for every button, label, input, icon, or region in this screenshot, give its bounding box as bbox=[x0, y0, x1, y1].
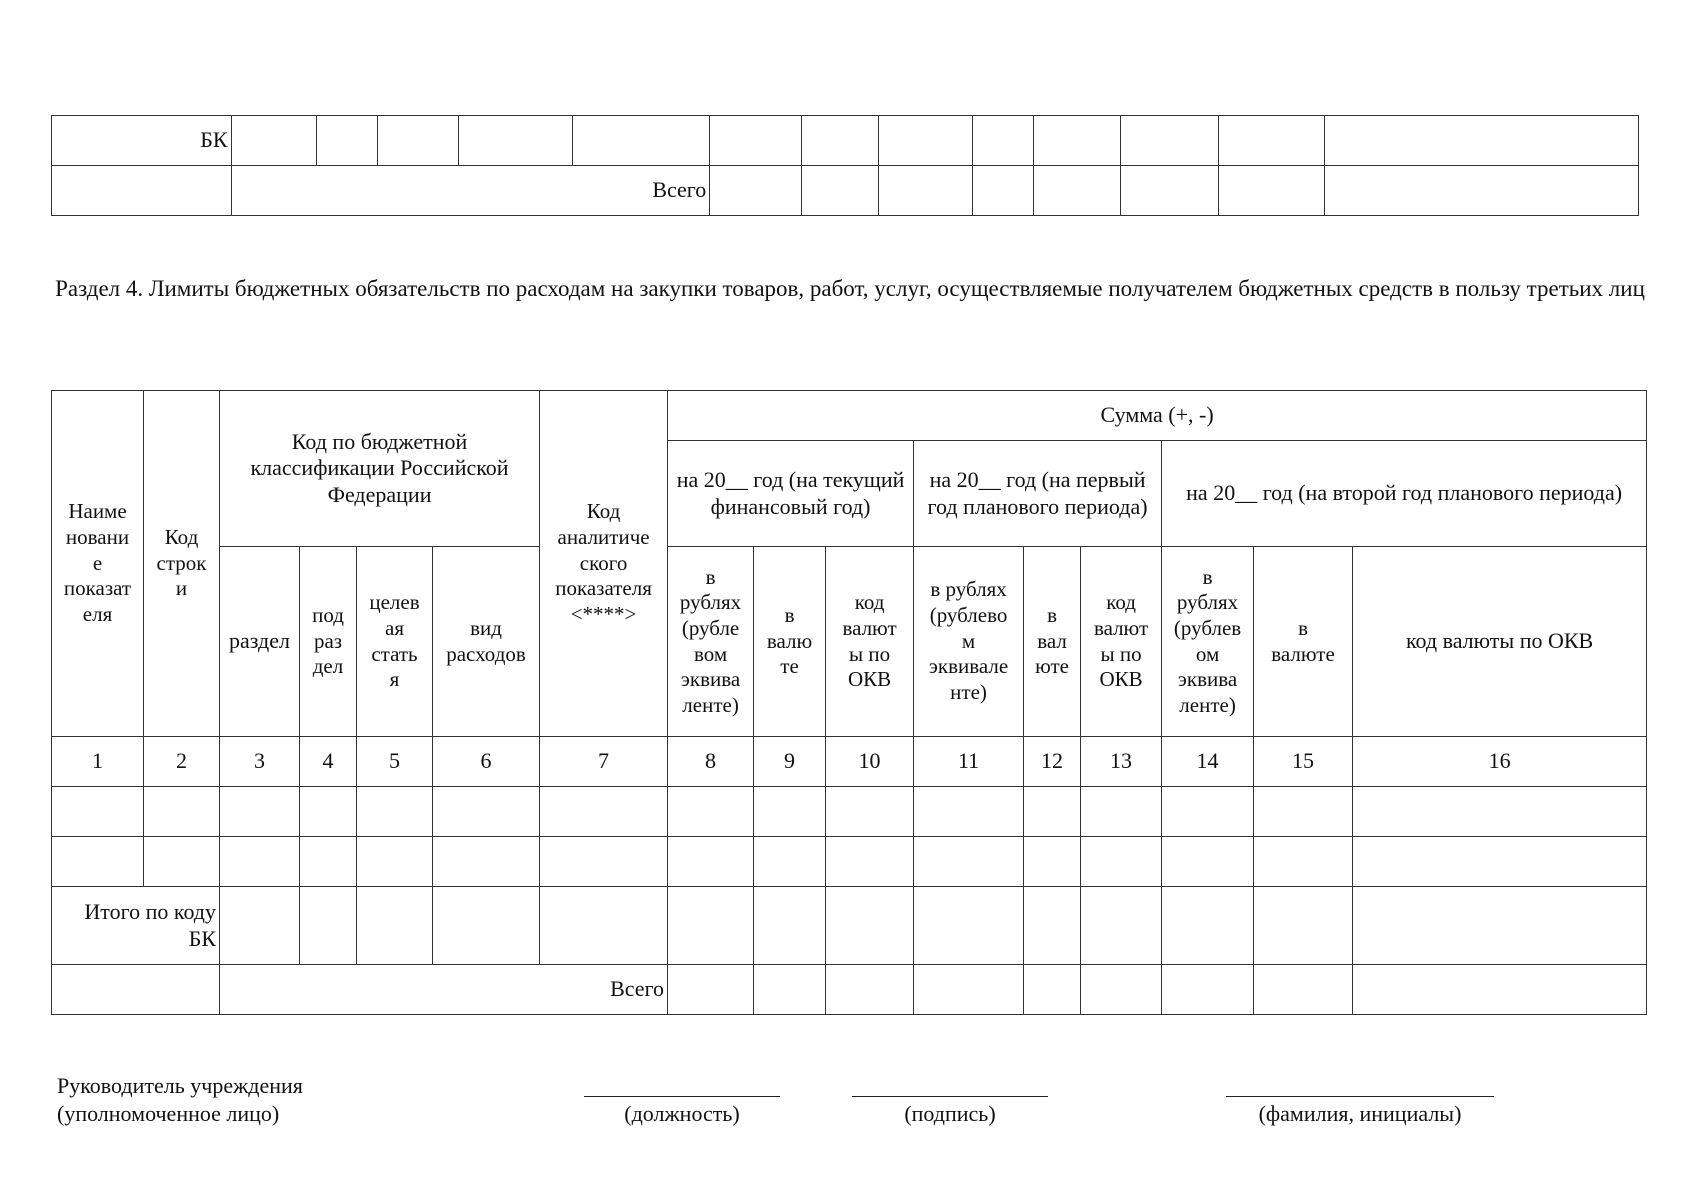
total-label: Всего bbox=[231, 166, 710, 216]
limits-table bbox=[51, 390, 1647, 1015]
table-cell[interactable] bbox=[1324, 116, 1638, 166]
column-number: 5 bbox=[357, 737, 433, 787]
table-cell[interactable] bbox=[914, 837, 1024, 887]
table-cell[interactable] bbox=[754, 965, 826, 1015]
table-cell[interactable] bbox=[802, 166, 879, 216]
total-row bbox=[52, 166, 1639, 216]
table-cell[interactable] bbox=[973, 116, 1034, 166]
column-number: 9 bbox=[754, 737, 826, 787]
table-cell[interactable] bbox=[52, 837, 144, 887]
header-okv-3: код валюты по ОКВ bbox=[1353, 547, 1647, 737]
column-number: 10 bbox=[826, 737, 914, 787]
table-row bbox=[52, 787, 1647, 837]
header-bk-code: Код по бюджетной классификации Российской Федерации bbox=[220, 391, 540, 547]
table-cell[interactable] bbox=[914, 965, 1024, 1015]
table-cell[interactable] bbox=[357, 787, 433, 837]
table-cell[interactable] bbox=[668, 787, 754, 837]
header-expense-type: вид расходов bbox=[433, 547, 540, 737]
table-cell[interactable] bbox=[220, 837, 300, 887]
table-cell[interactable] bbox=[754, 837, 826, 887]
table-cell[interactable] bbox=[802, 116, 879, 166]
table-cell[interactable] bbox=[754, 787, 826, 837]
table-cell[interactable] bbox=[52, 787, 144, 837]
header-okv-1: код валют ы по ОКВ bbox=[826, 547, 914, 737]
table-cell[interactable] bbox=[1120, 116, 1218, 166]
signature-label: (подпись) bbox=[904, 1101, 996, 1126]
table-cell[interactable] bbox=[220, 787, 300, 837]
name-line[interactable] bbox=[1226, 1096, 1494, 1097]
table-cell[interactable] bbox=[1218, 166, 1324, 216]
table-cell[interactable] bbox=[879, 116, 973, 166]
total-row bbox=[52, 965, 1647, 1015]
table-cell[interactable] bbox=[1353, 965, 1647, 1015]
table-cell[interactable] bbox=[1081, 787, 1162, 837]
table-cell[interactable] bbox=[826, 787, 914, 837]
header-cur-3: в валюте bbox=[1254, 547, 1353, 737]
subtotal-row bbox=[52, 887, 1647, 965]
column-number: 3 bbox=[220, 737, 300, 787]
table-cell[interactable] bbox=[1024, 837, 1081, 887]
table-cell[interactable] bbox=[914, 787, 1024, 837]
table-cell[interactable] bbox=[220, 887, 300, 965]
header-target: целев ая стать я bbox=[357, 547, 433, 737]
table-cell[interactable] bbox=[668, 965, 754, 1015]
column-number: 11 bbox=[914, 737, 1024, 787]
table-cell[interactable] bbox=[1254, 965, 1353, 1015]
column-number: 13 bbox=[1081, 737, 1162, 787]
header-analytic-code: Код аналитиче ского показателя <****> bbox=[540, 391, 668, 737]
header-row-3 bbox=[52, 547, 1647, 737]
header-rub-2: в рублях (рублево м эквивале нте) bbox=[914, 547, 1024, 737]
table-cell[interactable] bbox=[1254, 837, 1353, 887]
header-row-1 bbox=[52, 391, 1647, 441]
table-cell bbox=[52, 965, 220, 1015]
total-label: Всего bbox=[220, 965, 668, 1015]
table-cell[interactable] bbox=[826, 965, 914, 1015]
table-cell[interactable] bbox=[1218, 116, 1324, 166]
table-cell[interactable] bbox=[1162, 887, 1254, 965]
table-cell[interactable] bbox=[1162, 837, 1254, 887]
header-sum: Сумма (+, -) bbox=[668, 391, 1647, 441]
column-number: 4 bbox=[300, 737, 357, 787]
bk-label: БК bbox=[52, 116, 232, 166]
head-subtitle: (уполномоченное лицо) bbox=[57, 1101, 280, 1126]
table-cell[interactable] bbox=[668, 887, 754, 965]
header-cur-1: в валю те bbox=[754, 547, 826, 737]
column-number: 16 bbox=[1353, 737, 1647, 787]
position-label: (должность) bbox=[624, 1101, 740, 1126]
table-cell[interactable] bbox=[1034, 116, 1121, 166]
table-cell[interactable] bbox=[1024, 887, 1081, 965]
column-number: 15 bbox=[1254, 737, 1353, 787]
column-number: 2 bbox=[144, 737, 220, 787]
column-number: 6 bbox=[433, 737, 540, 787]
table-cell[interactable] bbox=[1353, 887, 1647, 965]
table-cell[interactable] bbox=[300, 887, 357, 965]
table-cell[interactable] bbox=[710, 166, 802, 216]
table-cell[interactable] bbox=[1254, 887, 1353, 965]
header-razdel: раздел bbox=[220, 547, 300, 737]
table-row bbox=[52, 837, 1647, 887]
table-cell[interactable] bbox=[433, 887, 540, 965]
table-cell[interactable] bbox=[1162, 965, 1254, 1015]
table-cell[interactable] bbox=[144, 837, 220, 887]
header-cur-2: в вал юте bbox=[1024, 547, 1081, 737]
column-number: 12 bbox=[1024, 737, 1081, 787]
table-cell[interactable] bbox=[540, 837, 668, 887]
table-cell[interactable] bbox=[1162, 787, 1254, 837]
table-cell[interactable] bbox=[317, 116, 378, 166]
header-rub-3: в рублях (рублев ом эквива ленте) bbox=[1162, 547, 1254, 737]
table-cell[interactable] bbox=[1353, 787, 1647, 837]
table-cell[interactable] bbox=[300, 837, 357, 887]
table-cell[interactable] bbox=[357, 837, 433, 887]
table-cell[interactable] bbox=[710, 116, 802, 166]
column-number: 7 bbox=[540, 737, 668, 787]
table-cell[interactable] bbox=[540, 787, 668, 837]
header-year-current: на 20__ год (на текущий финансовый год) bbox=[668, 441, 914, 547]
header-year-first: на 20__ год (на первый год планового периода) bbox=[914, 441, 1162, 547]
header-podrazdel: под раз дел bbox=[300, 547, 357, 737]
column-number: 1 bbox=[52, 737, 144, 787]
table-cell bbox=[52, 166, 232, 216]
column-numbers-row bbox=[52, 737, 1647, 787]
table-cell[interactable] bbox=[433, 787, 540, 837]
header-line-code: Код строк и bbox=[144, 391, 220, 737]
table-cell[interactable] bbox=[231, 116, 316, 166]
bk-subtotal-row bbox=[52, 116, 1639, 166]
table-cell[interactable] bbox=[1120, 166, 1218, 216]
table-cell[interactable] bbox=[668, 837, 754, 887]
position-line[interactable] bbox=[584, 1096, 780, 1097]
table-cell[interactable] bbox=[540, 887, 668, 965]
table-cell[interactable] bbox=[1081, 837, 1162, 887]
previous-section-table bbox=[51, 115, 1639, 216]
table-cell[interactable] bbox=[879, 166, 973, 216]
table-cell[interactable] bbox=[1034, 166, 1121, 216]
table-cell[interactable] bbox=[1081, 887, 1162, 965]
table-cell[interactable] bbox=[144, 787, 220, 837]
table-cell[interactable] bbox=[573, 116, 710, 166]
header-rub-1: в рублях (рубле вом эквива ленте) bbox=[668, 547, 754, 737]
table-cell[interactable] bbox=[754, 887, 826, 965]
table-cell[interactable] bbox=[826, 837, 914, 887]
header-okv-2: код валют ы по ОКВ bbox=[1081, 547, 1162, 737]
table-cell[interactable] bbox=[1254, 787, 1353, 837]
table-cell[interactable] bbox=[1024, 787, 1081, 837]
column-number: 14 bbox=[1162, 737, 1254, 787]
column-number: 8 bbox=[668, 737, 754, 787]
table-cell[interactable] bbox=[973, 166, 1034, 216]
table-cell[interactable] bbox=[1324, 166, 1638, 216]
table-cell[interactable] bbox=[1024, 965, 1081, 1015]
table-cell[interactable] bbox=[433, 837, 540, 887]
signature-line[interactable] bbox=[852, 1096, 1048, 1097]
subtotal-label: Итого по коду БК bbox=[52, 887, 220, 965]
header-year-second: на 20__ год (на второй год планового периода) bbox=[1162, 441, 1647, 547]
table-cell[interactable] bbox=[459, 116, 573, 166]
head-title: Руководитель учреждения bbox=[57, 1073, 303, 1098]
table-cell[interactable] bbox=[826, 887, 914, 965]
section-title: Раздел 4. Лимиты бюджетных обязательств по расходам на закупки товаров, работ, услуг, осуществляемые получателем бюджетных средств в пользу третьих лиц bbox=[55, 276, 1645, 301]
name-label: (фамилия, инициалы) bbox=[1258, 1101, 1462, 1126]
header-name: Наиме новани е показат еля bbox=[52, 391, 144, 737]
table-cell[interactable] bbox=[377, 116, 458, 166]
table-cell[interactable] bbox=[357, 887, 433, 965]
table-cell[interactable] bbox=[1353, 837, 1647, 887]
table-cell[interactable] bbox=[914, 887, 1024, 965]
table-cell[interactable] bbox=[300, 787, 357, 837]
table-cell[interactable] bbox=[1081, 965, 1162, 1015]
